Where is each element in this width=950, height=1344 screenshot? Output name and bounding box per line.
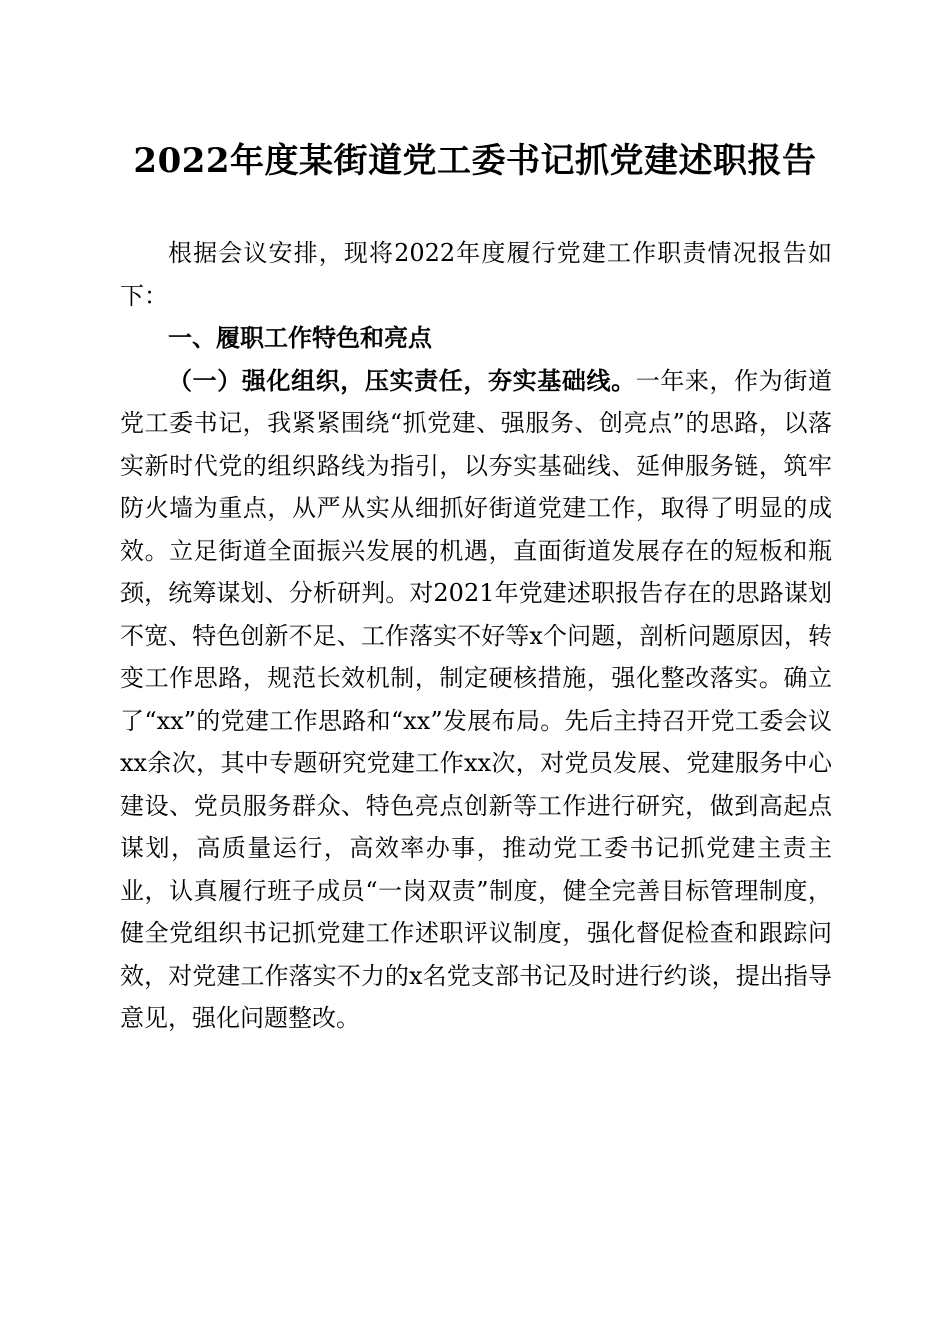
subsection-text: 一年来，作为街道党工委书记，我紧紧围绕“抓党建、强服务、创亮点”的思路，以落实新时代党的组织路线为指引，以夯实基础线、延伸服务链，筑牢防火墙为重点，从严从实从细抓好街道党建工作，取得了明显的成效。立足街道全面振兴发展的机遇，直面街道发展存在的短板和瓶颈，统筹谋划、分析研判。对2021年党建述职报告存在的思路谋划不宽、特色创新不足、工作落实不好等x个问题，剖析问题原因，转变工作思路，规范长效机制，制定硬核措施，强化整改落实。确立了“xx”的党建工作思路和“xx”发展布局。先后主持召开党工委会议xx余次，其中专题研究党建工作xx次，对党员发展、党建服务中心建设、党员服务群众、特色亮点创新等工作进行研究，做到高起点谋划，高质量运行，高效率办事，推动党工委书记抓党建主责主业，认真履行班子成员“一岗双责”制度，健全完善目标管理制度，健全党组织书记抓党建工作述职评议制度，强化督促检查和跟踪问效，对党建工作落实不力的x名党支部书记及时进行约谈，提出指导意见，强化问题整改。 [120,366,833,1032]
document-title: 2022年度某街道党工委书记抓党建述职报告 [133,141,817,181]
document-body [120,232,832,1040]
intro-paragraph: 根据会议安排，现将2022年度履行党建工作职责情况报告如下： [120,239,832,310]
subsection-paragraph [120,360,832,1040]
section-heading: 一、履职工作特色和亮点 [168,324,432,352]
subsection-lead: （一）强化组织，压实责任，夯实基础线。 [168,366,636,395]
